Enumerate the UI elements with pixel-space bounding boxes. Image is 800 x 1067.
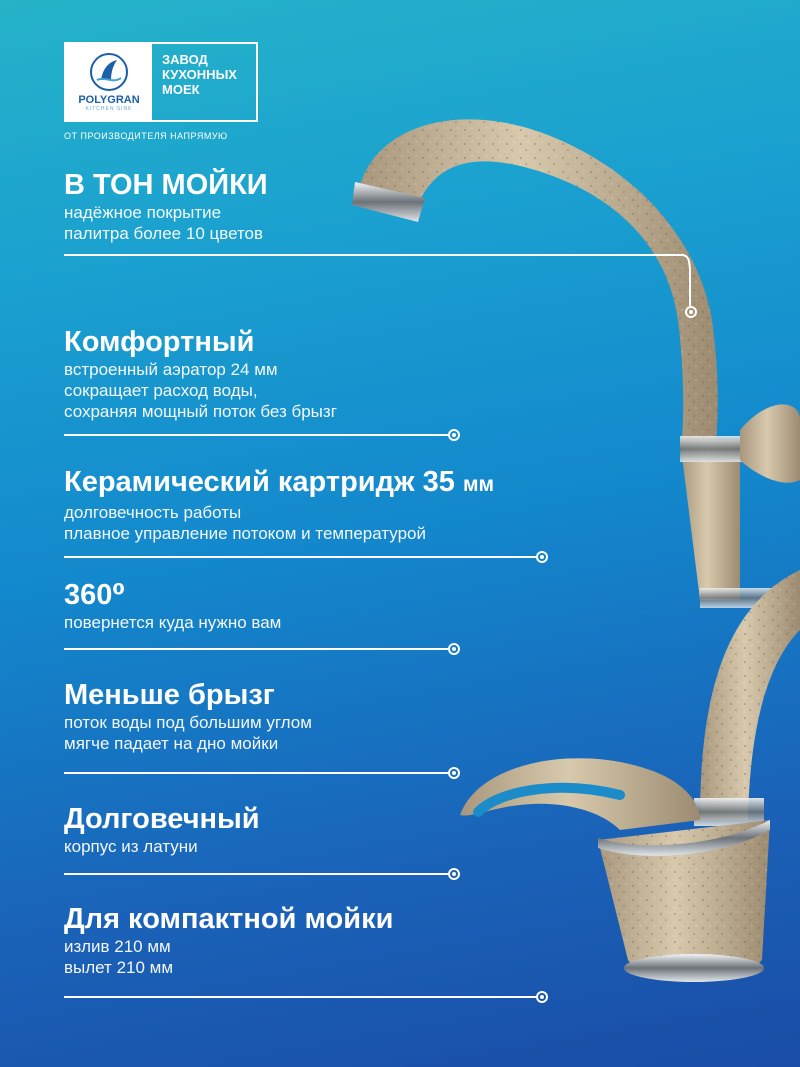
pointer-dot	[536, 991, 548, 1003]
logo-line-2: КУХОННЫХ	[162, 67, 237, 82]
leader-line-bend	[680, 254, 692, 310]
logo-line-1: ЗАВОД	[162, 52, 208, 67]
pointer-dot	[685, 306, 697, 318]
feature-line: палитра более 10 цветов	[64, 224, 264, 243]
feature-less-splash	[64, 678, 312, 754]
feature-line: повернется куда нужно вам	[64, 613, 282, 632]
logo-brand-sub: KITCHEN SINK	[85, 106, 133, 112]
feature-compact	[64, 902, 393, 978]
feature-line: долговечность работы	[64, 503, 242, 522]
feature-line: встроенный аэратор 24 мм	[64, 360, 278, 379]
feature-line: плавное управление потоком и температурой	[64, 524, 426, 543]
leader-line	[64, 254, 684, 256]
pointer-dot	[448, 429, 460, 441]
feature-cartridge	[64, 465, 494, 544]
brand-logo[interactable]	[64, 42, 258, 122]
leader-line	[64, 556, 538, 558]
feature-title: В ТОН МОЙКИ	[64, 169, 268, 201]
feature-line: поток воды под большим углом	[64, 713, 312, 732]
feature-title: Долговечный	[64, 803, 260, 835]
pointer-dot	[448, 767, 460, 779]
logo-text	[152, 44, 256, 120]
feature-title: 360⁰	[64, 579, 126, 611]
feature-title-text: Керамический картридж 35	[64, 466, 455, 498]
pointer-dot	[448, 868, 460, 880]
pointer-dot	[448, 643, 460, 655]
leader-line	[64, 648, 450, 650]
feature-line: вылет 210 мм	[64, 958, 174, 977]
feature-title	[64, 465, 494, 502]
feature-durable	[64, 802, 260, 857]
feature-rotation	[64, 578, 281, 633]
tagline: ОТ ПРОИЗВОДИТЕЛЯ НАПРЯМУЮ	[64, 131, 228, 141]
leader-line	[64, 996, 538, 998]
logo-line-3: МОЕК	[162, 82, 200, 97]
logo-emblem	[66, 44, 152, 120]
logo-brand-name: POLYGRAN	[78, 94, 140, 106]
feature-line: сокращает расход воды,	[64, 381, 258, 400]
feature-line: корпус из латуни	[64, 837, 198, 856]
feature-line: сохраняя мощный поток без брызг	[64, 402, 337, 421]
feature-line: надёжное покрытие	[64, 203, 222, 222]
feature-comfort	[64, 325, 337, 422]
feature-title: Комфортный	[64, 326, 255, 358]
leader-line	[64, 772, 450, 774]
feature-title-unit: мм	[462, 473, 495, 496]
feature-color-match	[64, 168, 268, 244]
leader-line	[64, 873, 450, 875]
pointer-dot	[536, 551, 548, 563]
leader-line	[64, 434, 450, 436]
feature-title: Меньше брызг	[64, 679, 275, 711]
feature-line: излив 210 мм	[64, 937, 171, 956]
wave-sail-icon	[89, 52, 129, 92]
feature-title: Для компактной мойки	[64, 903, 394, 935]
feature-line: мягче падает на дно мойки	[64, 734, 279, 753]
